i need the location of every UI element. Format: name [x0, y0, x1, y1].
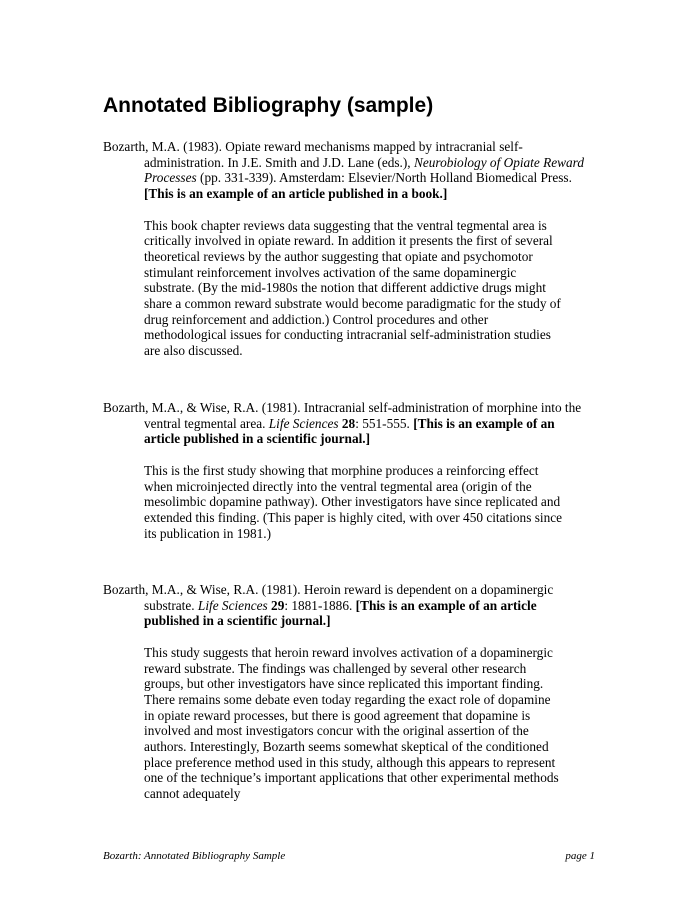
bibliography-entry — [103, 582, 593, 802]
annotation-paragraph: This book chapter reviews data suggesting that the ventral tegmental area is critically involved in opiate reward. In addition it presents the first of several theoretical reviews by the author suggesting that opiate and psychomotor stimulant reinforcement involves activation of the same dopaminergic substrate. (By the mid-1980s the notion that different addictive drugs might share a common reward substrate would become paradigmatic for the study of drug reinforcement and addiction.) Control procedures and other methodological issues for conducting intracranial self-administration studies are also discussed. — [144, 217, 561, 359]
page-range: : 1881-1886. — [284, 597, 356, 613]
citation — [103, 582, 593, 629]
annotation-paragraph: This is the first study showing that morphine produces a reinforcing effect when microinjected directly into the ventral tegmental area (origin of the mesolimbic dopamine pathway). Other investigators have since replicated and extended this finding. (This paper is highly cited, with over 450 citations since its publication in 1981.) — [144, 462, 563, 541]
citation — [103, 400, 593, 447]
example-note: [This is an example of an article published in a book.] — [144, 186, 448, 202]
journal-name: Life Sciences — [268, 415, 339, 431]
citation-text: Bozarth, M.A. (1983). Opiate reward mechanisms mapped by intracranial self-administration. In J.E. Smith and J.D. Lane (eds.), — [103, 139, 523, 170]
citation-text: Bozarth, M.A., & Wise, R.A. (1981). Heroin reward is dependent on a dopaminergic substrate. — [103, 582, 554, 613]
annotation-paragraph: This study suggests that heroin reward involves activation of a dopaminergic reward substrate. The findings was challenged by several other research groups, but other investigators have since replicated this important finding. There remains some debate even today regarding the exact role of dopamine in opiate reward processes, but there is good agreement that dopamine is involved and most investigators concur with the original assertion of the authors. Interestingly, Bozarth seems somewhat skeptical of the conditioned place preference method used in this study, although this appears to represent one of the technique’s important applications that other experimental methods cannot adequately — [144, 644, 559, 802]
book-title: Neurobiology of Opiate Reward Processes — [144, 154, 584, 186]
footer-title: Bozarth: Annotated Bibliography Sample — [103, 850, 286, 862]
volume-number: 29 — [271, 597, 285, 613]
page-number: page 1 — [565, 850, 595, 862]
example-note: [This is an example of an article published in a scientific journal.] — [144, 597, 537, 629]
page-title: Annotated Bibliography (sample) — [103, 94, 434, 117]
bibliography-entry — [103, 139, 593, 359]
citation-details: (pp. 331-339). Amsterdam: Elsevier/North Holland Biomedical Press. — [196, 170, 572, 186]
citation — [103, 139, 593, 202]
bibliography-entry — [103, 400, 593, 541]
volume-number: 28 — [341, 415, 356, 431]
page-range: : 551-555. — [355, 415, 414, 431]
journal-name: Life Sciences — [197, 597, 268, 613]
example-note: [This is an example of an article published in a scientific journal.] — [144, 415, 555, 447]
citation-text: Bozarth, M.A., & Wise, R.A. (1981). Intracranial self-administration of morphine into the ventral tegmental area. — [103, 400, 582, 431]
page-footer — [103, 849, 595, 863]
